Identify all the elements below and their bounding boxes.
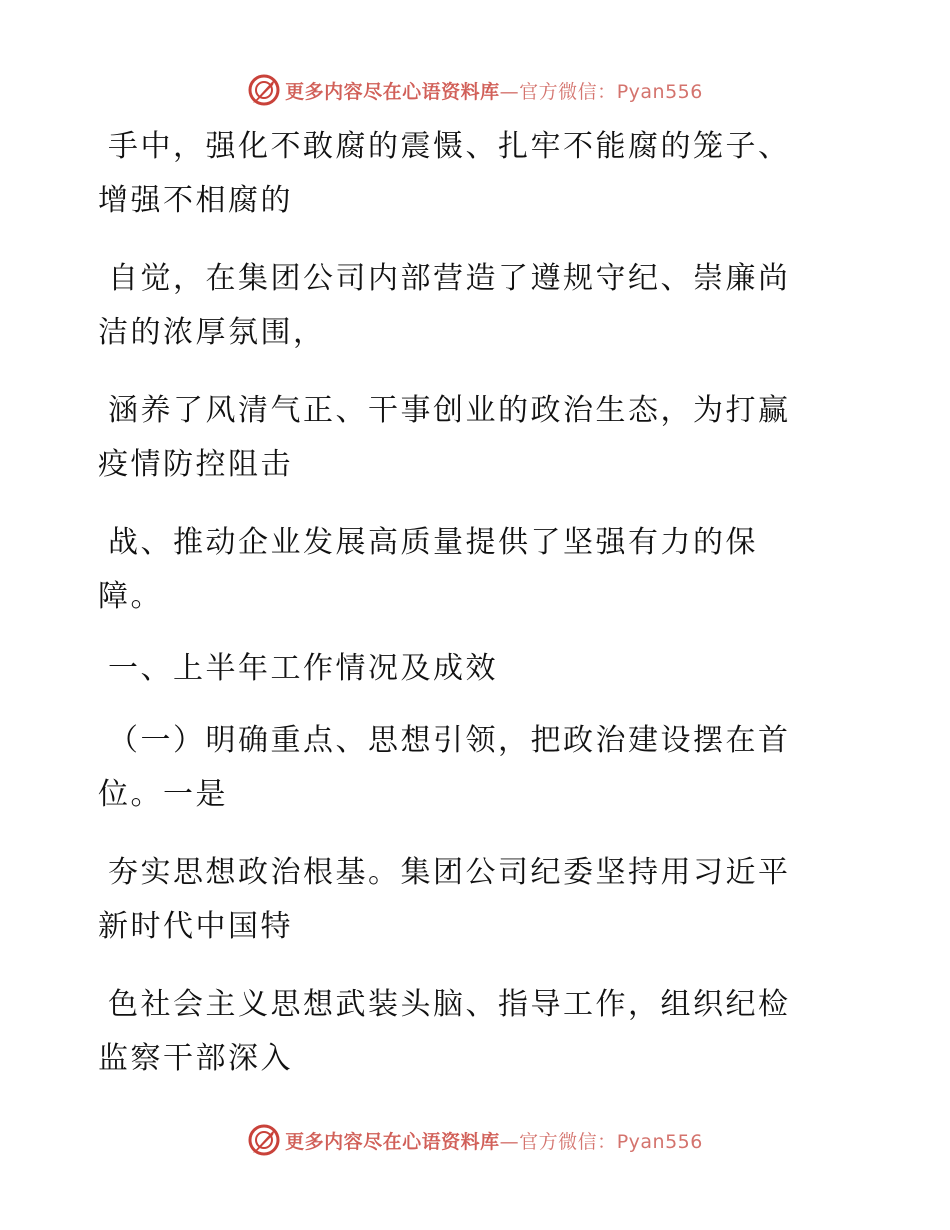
document-body <box>98 120 838 1086</box>
paragraph-line: 涵养了风清气正、干事创业的政治生态，为打赢 <box>108 393 791 428</box>
paragraph-line: 增强不相腐的 <box>98 183 293 218</box>
paragraph-line: 战、推动企业发展高质量提供了坚强有力的保 <box>108 525 758 560</box>
paragraph-8 <box>98 978 838 1086</box>
footer-banner-id: Pyan556 <box>616 1130 703 1153</box>
header-banner-id: Pyan556 <box>616 80 703 103</box>
quill-pen-logo-icon <box>247 73 281 107</box>
header-banner-text <box>285 77 703 104</box>
paragraph-line: 手中，强化不敢腐的震慑、扎牢不能腐的笼子、 <box>108 129 791 164</box>
paragraph-line: 监察干部深入 <box>98 1041 293 1076</box>
header-banner <box>0 70 950 110</box>
footer-banner-text <box>285 1127 703 1154</box>
header-banner-main: 更多内容尽在心语资料库 <box>285 80 500 103</box>
paragraph-6 <box>98 714 838 822</box>
paragraph-line: 新时代中国特 <box>98 909 293 944</box>
paragraph-line: （一）明确重点、思想引领，把政治建设摆在首 <box>108 723 791 758</box>
footer-banner-wechat: 官方微信： <box>519 1130 617 1153</box>
header-banner-sep: — <box>499 80 520 103</box>
paragraph-3 <box>98 384 838 492</box>
section-heading <box>98 642 838 696</box>
paragraph-1 <box>98 120 838 228</box>
footer-banner-sep: — <box>499 1130 520 1153</box>
paragraph-line: 位。一是 <box>98 777 228 812</box>
paragraph-line: 色社会主义思想武装头脑、指导工作，组织纪检 <box>108 987 791 1022</box>
paragraph-7 <box>98 846 838 954</box>
paragraph-2 <box>98 252 838 360</box>
heading-line: 一、上半年工作情况及成效 <box>108 651 498 686</box>
footer-banner <box>0 1120 950 1160</box>
footer-banner-main: 更多内容尽在心语资料库 <box>285 1130 500 1153</box>
paragraph-line: 洁的浓厚氛围， <box>98 315 326 350</box>
paragraph-line: 自觉，在集团公司内部营造了遵规守纪、崇廉尚 <box>108 261 791 296</box>
quill-pen-logo-icon <box>247 1123 281 1157</box>
header-banner-wechat: 官方微信： <box>519 80 617 103</box>
paragraph-line: 疫情防控阻击 <box>98 447 293 482</box>
paragraph-4 <box>98 516 838 624</box>
paragraph-line: 障。 <box>98 579 163 614</box>
paragraph-line: 夯实思想政治根基。集团公司纪委坚持用习近平 <box>108 855 791 890</box>
